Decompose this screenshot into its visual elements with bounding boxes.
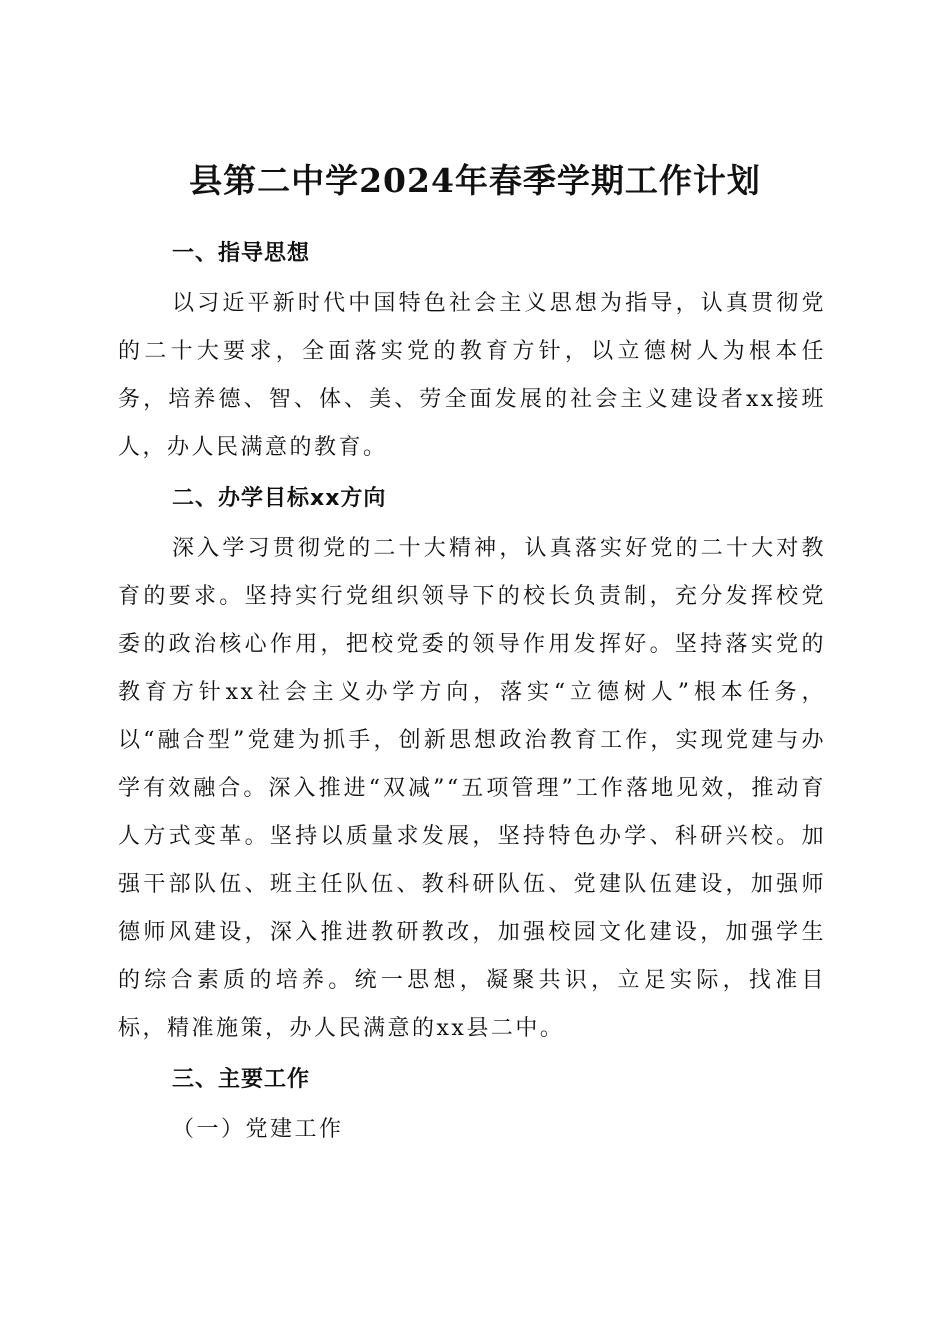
section-paragraph-school-goals: 深入学习贯彻党的二十大精神，认真落实好党的二十大对教育的要求。坚持实行党组织领导下的校长负责制，充分发挥校党委的政治核心作用，把校党委的领导作用发挥好。坚持落实党的教育方针xx社会主义办学方向，落实“立德树人”根本任务，以“融合型”党建为抓手，创新思想政治教育工作，实现党建与办学有效融合。深入推进“双减”“五项管理”工作落地见效，推动育人方式变革。坚持以质量求发展，坚持特色办学、科研兴校。加强干部队伍、班主任队伍、教科研队伍、党建队伍建设，加强师德师风建设，深入推进教研教改，加强校园文化建设，加强学生的综合素质的培养。统一思想，凝聚共识，立足实际，找准目标，精准施策，办人民满意的xx县二中。 (118, 536, 826, 1041)
section-heading-guiding-ideology: 一、指导思想 (172, 241, 311, 266)
document-title: 县第二中学2024年春季学期工作计划 (189, 161, 761, 201)
section-paragraph-guiding-ideology: 以习近平新时代中国特色社会主义思想为指导，认真贯彻党的二十大要求，全面落实党的教育方针，以立德树人为根本任务，培养德、智、体、美、劳全面发展的社会主义建设者xx接班人，办人民满意的教育。 (118, 291, 826, 460)
section-heading-school-goals: 二、办学目标xx方向 (172, 486, 387, 511)
section-heading-main-work: 三、主要工作 (172, 1067, 311, 1092)
document-body (118, 227, 826, 1154)
subsection-heading-party-building: （一）党建工作 (172, 1117, 344, 1142)
